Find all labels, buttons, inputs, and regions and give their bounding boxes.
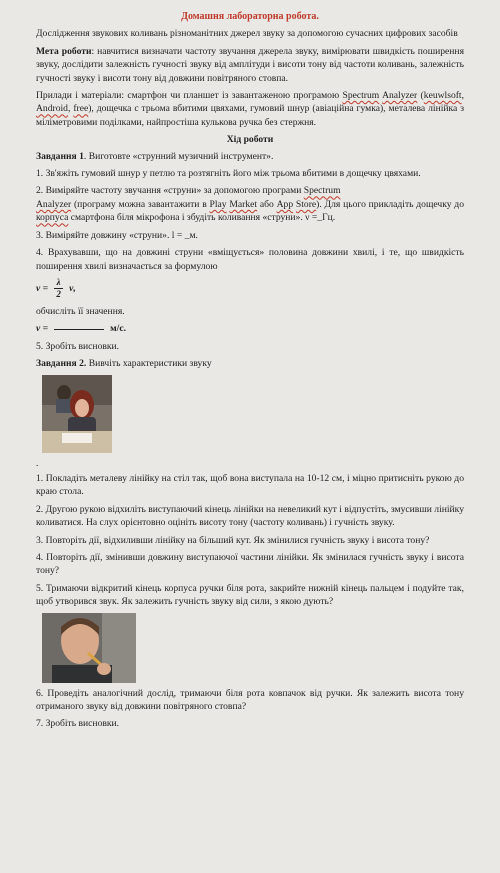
step-word: Market xyxy=(229,198,258,210)
step-word: App xyxy=(276,198,294,210)
materials-text: ( xyxy=(417,90,424,102)
task2-step7: 7. Зробіть висновки. xyxy=(36,718,120,730)
task2-heading xyxy=(36,357,464,370)
task2-step2: 2. Другою рукою відхиліть виступаючий кінець лінійки на невеликий кут і відпустіть, змусивши лінійку коливатися. На слух орієнтовно оцініть висоту тону (частоту коливань) і гучність звуку. xyxy=(36,503,464,529)
boy-with-pen-photo xyxy=(42,613,136,683)
answer-lhs: v = xyxy=(36,323,49,335)
materials-word: keuwlsoft xyxy=(423,90,462,102)
student-photo xyxy=(42,375,112,453)
task1-step4b: обчисліть її значення. xyxy=(36,305,125,317)
task1-step2 xyxy=(36,184,464,224)
materials-text: ), дощечка с трьома вбитими цвяхами, гумовий шнур (авіаційна гумка), металева лінійка з міліметровими поділками, найпростіша кулькова ручка без стержня. xyxy=(36,103,464,128)
task2-step4: 4. Повторіть дії, змінивши довжину виступаючої частини лінійки. Як змінилася гучність звуку і висота тону? xyxy=(36,551,464,577)
step-text: смартфона біля мікрофона і збудіть коливання «струни». ν =_Гц. xyxy=(68,212,336,224)
task1-step1: 1. Зв'яжіть гумовий шнур у петлю та розтягніть його між трьома вбитими в дощечку цвяхами. xyxy=(36,168,421,180)
task2-step5: 5. Тримаючи відкритий кінець корпуса ручки біля рота, закрийте нижній кінець пальцем і подуйте так, щоб утворився звук. Як залежить гучність звуку від сили, з якою дують? xyxy=(36,582,464,608)
task2-step3: 3. Повторіть дії, відхиливши лінійку на більший кут. Як змінилися гучність звуку і висота тону? xyxy=(36,534,430,546)
formula-lhs: v = xyxy=(36,283,49,295)
materials-text: , xyxy=(461,90,465,102)
document-title: Домашня лабораторна робота. xyxy=(181,11,319,22)
step-text: ). Для цього прикладіть дощечку до xyxy=(316,198,464,210)
goal-text: : навчитися визначати частоту звучання джерела звуку, вимірювати швидкість поширення звуку, дослідити залежність гучності звуку від амплітуди і висоти тону від частоти коливань, залежність гучності звуку і висоти тону від довжини повітряного стовпа. xyxy=(36,45,464,84)
materials-paragraph xyxy=(36,89,464,129)
step-word: Spectrum xyxy=(303,185,341,197)
task1-title: . Виготовте «струнний музичний інструмент». xyxy=(83,150,274,162)
task2-step1: 1. Покладіть металеву лінійку на стіл так, щоб вона виступала на 10-12 см, і міцно притисніть рукою до краю стола. xyxy=(36,472,464,498)
document-subtitle: Дослідження звукових коливань різноманітних джерел звуку за допомогою сучасних цифрових засобів xyxy=(36,28,458,40)
step-word: корпуса xyxy=(36,212,69,224)
section-title: Хід роботи xyxy=(226,134,274,146)
task1-step5: 5. Зробіть висновки. xyxy=(36,340,120,352)
stray-dot: . xyxy=(36,457,39,469)
formula-fraction xyxy=(54,278,63,299)
task2-title: Вивчіть характеристики звуку xyxy=(86,358,212,370)
task1-step3: 3. Виміряйте довжину «струни». l = _м. xyxy=(36,229,198,241)
step-text: (програму можна завантажити в xyxy=(71,198,210,210)
speed-answer-line xyxy=(36,322,464,335)
step-word: Store xyxy=(295,198,317,210)
step-text: 2. Виміряйте частоту звучання «струни» за допомогою програми xyxy=(36,185,304,197)
task1-label: Завдання 1 xyxy=(36,150,84,162)
task2-step6: 6. Проведіть аналогічний дослід, тримаючи біля рота ковпачок від ручки. Як залежить висота тону отриманого звуку від довжини повітряного стовпа? xyxy=(36,687,464,712)
wave-speed-formula xyxy=(36,277,464,301)
step-word: Analyzer xyxy=(36,198,72,210)
answer-unit: м/с. xyxy=(110,323,126,335)
goal-paragraph xyxy=(36,45,464,85)
materials-word: Android xyxy=(36,103,68,115)
materials-word: Spectrum xyxy=(342,90,380,102)
materials-word: free xyxy=(73,103,89,115)
goal-label: Мета роботи xyxy=(36,45,92,57)
formula-rhs: ν, xyxy=(69,283,76,295)
answer-blank xyxy=(54,329,104,330)
materials-text: Прилади і матеріали: смартфон чи планшет із завантаженою програмою xyxy=(36,90,343,102)
materials-text: , xyxy=(67,103,74,115)
task1-heading xyxy=(36,150,464,163)
task1-step4: 4. Врахувавши, що на довжині струни «вміщується» половина довжини хвилі, і те, що швидкість поширення хвилі визначається за формулою xyxy=(36,247,464,272)
formula-numerator: λ xyxy=(56,277,61,288)
formula-denominator: 2 xyxy=(56,289,61,300)
step-text: або xyxy=(257,198,277,210)
step-word: Play xyxy=(209,198,227,210)
materials-word: Analyzer xyxy=(382,90,418,102)
task2-label: Завдання 2. xyxy=(36,358,87,370)
